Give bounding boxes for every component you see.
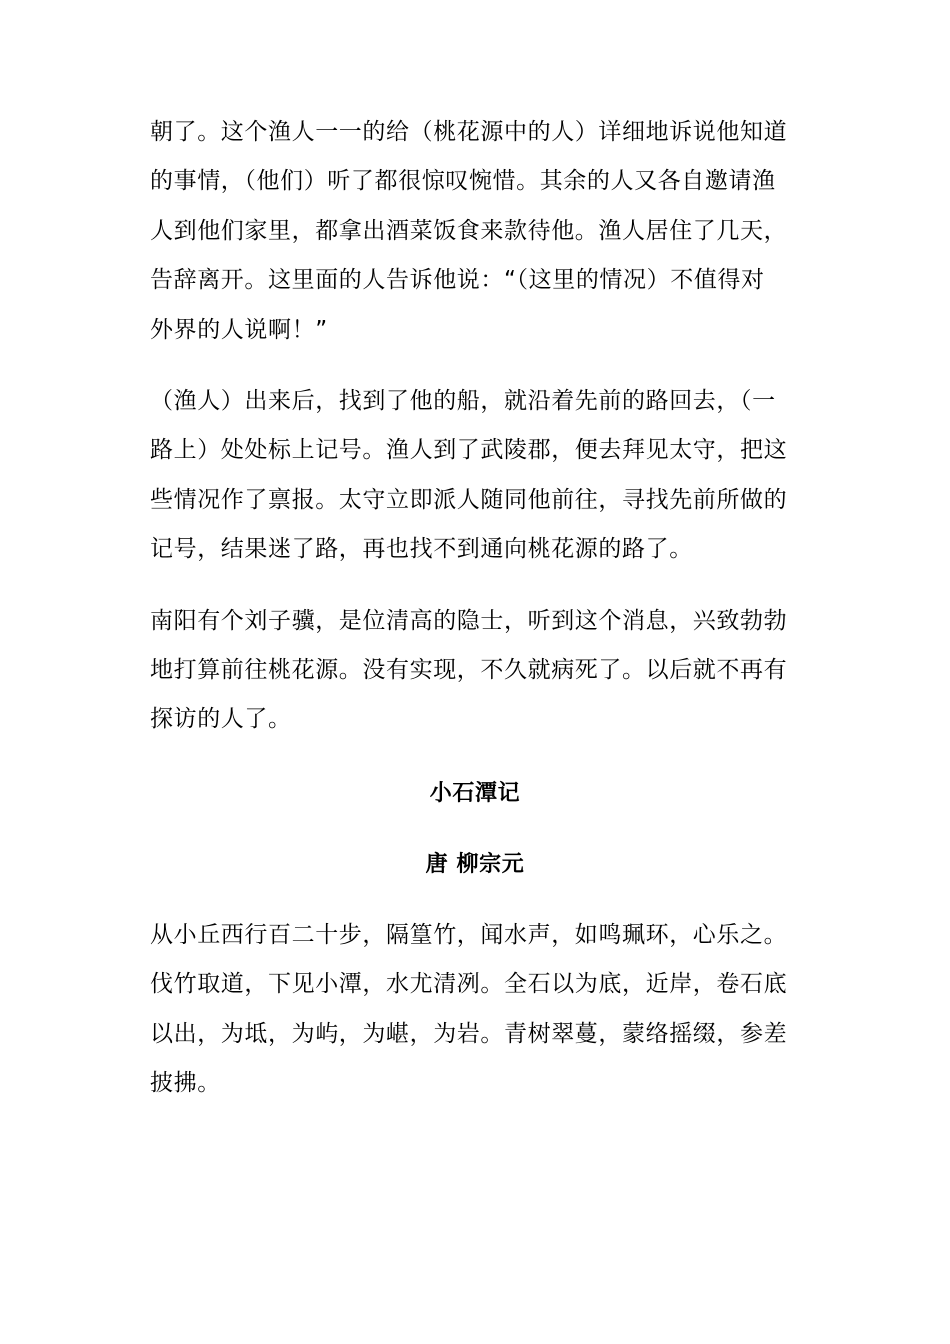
- paragraph-little-stone-pond: 从小丘西行百二十步，隔篁竹，闻水声，如鸣珮环，心乐之。 伐竹取道，下见小潭，水尤清冽。全石以为底，近岸，卷石底 以出，为坻，为屿，为嵁，为岩。青树翠蔓，蒙络摇缀，参差 披拂。: [150, 921, 788, 1096]
- document-page: [150, 108, 800, 1108]
- section-title: 小石潭记: [429, 780, 521, 806]
- paragraph-peach-blossom-2: （渔人）出来后，找到了他的船，就沿着先前的路回去，（一 路上）处处标上记号。渔人到了武陵郡，便去拜见太守，把这 些情况作了禀报。太守立即派人随同他前往，寻找先前所做的 记号，结果迷了路，再也找不到通向桃花源的路了。: [150, 388, 788, 563]
- paragraph-peach-blossom-3: 南阳有个刘子骥，是位清高的隐士，听到这个消息，兴致勃勃 地打算前往桃花源。没有实现，不久就病死了。以后就不再有 探访的人了。: [150, 607, 788, 733]
- paragraph-peach-blossom-1: 朝了。这个渔人一一的给（桃花源中的人）详细地诉说他知道 的事情，（他们）听了都很惊叹惋惜。其余的人又各自邀请渔 人到他们家里，都拿出酒菜饭食来款待他。渔人居住了几天， 告辞离开。这里面的人告诉他说：“（这里的情况）不值得对 外界的人说啊！”: [150, 119, 788, 343]
- author-line: 唐 柳宗元: [425, 852, 525, 878]
